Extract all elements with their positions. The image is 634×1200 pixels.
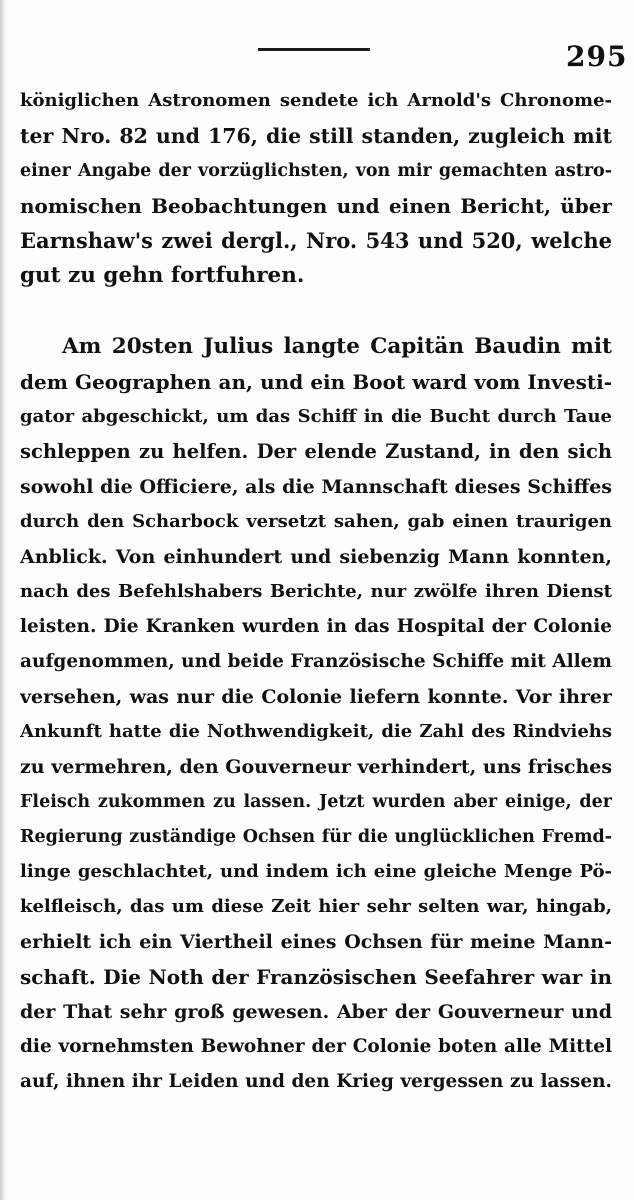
text-line: nach des Befehlshabers Berichte, nur zwölfe ihren Dienst xyxy=(20,581,612,602)
text-line: auf, ihnen ihr Leiden und den Krieg vergessen zu lassen. xyxy=(20,1071,612,1092)
text-line: durch den Scharbock versetzt sahen, gab einen traurigen xyxy=(20,511,612,532)
text-line: die vornehmsten Bewohner der Colonie boten alle Mittel xyxy=(20,1036,612,1057)
text-line: kelfleisch, das um diese Zeit hier sehr selten war, hingab, xyxy=(20,896,612,917)
text-line: aufgenommen, und beide Französische Schiffe mit Allem xyxy=(20,651,612,672)
text-line: Regierung zuständige Ochsen für die unglücklichen Fremd- xyxy=(20,827,612,847)
text-line: erhielt ich ein Viertheil eines Ochsen für meine Mann- xyxy=(20,931,612,953)
text-line: gator abgeschickt, um das Schiff in die Bucht durch Taue xyxy=(20,406,612,427)
text-line: schleppen zu helfen. Der elende Zustand, in den sich xyxy=(20,440,612,463)
text-line: zu vermehren, den Gouverneur verhindert, uns frisches xyxy=(20,756,612,778)
text-line-indented: Am 20sten Julius langte Capitän Baudin mit xyxy=(62,334,612,359)
text-line: sowohl die Officiere, als die Mannschaft dieses Schiffes xyxy=(20,476,612,498)
text-line: gut zu gehn fortfuhren. xyxy=(20,263,305,288)
text-line: dem Geographen an, und ein Boot ward vom Investi- xyxy=(20,370,612,394)
text-line: Anblick. Von einhundert und siebenzig Mann konnten, xyxy=(20,546,612,568)
page-number: 295 xyxy=(566,40,628,73)
text-line: nomischen Beobachtungen und einen Bericht, über xyxy=(20,194,612,218)
text-line: Earnshaw's zwei dergl., Nro. 543 und 520, welche xyxy=(20,228,612,253)
text-line: einer Angabe der vorzüglichsten, von mir gemachten astro- xyxy=(20,161,612,181)
text-line: versehen, was nur die Colonie liefern konnte. Vor ihrer xyxy=(20,686,612,708)
page-edge-shadow xyxy=(0,0,6,1200)
text-line: linge geschlachtet, und indem ich eine gleiche Menge Pö- xyxy=(20,861,612,882)
text-line: königlichen Astronomen sendete ich Arnold's Chronome- xyxy=(20,90,612,111)
text-line: leisten. Die Kranken wurden in das Hospital der Colonie xyxy=(20,616,612,637)
text-line: der That sehr groß gewesen. Aber der Gouverneur und xyxy=(20,1001,612,1023)
text-line: ter Nro. 82 und 176, die still standen, zugleich mit xyxy=(20,124,612,148)
text-line: Ankunft hatte die Nothwendigkeit, die Zahl des Rindviehs xyxy=(20,721,612,742)
header-rule xyxy=(258,48,370,51)
text-line: Fleisch zukommen zu lassen. Jetzt wurden aber einige, der xyxy=(20,792,612,812)
text-line: schaft. Die Noth der Französischen Seefahrer war in xyxy=(20,965,612,989)
